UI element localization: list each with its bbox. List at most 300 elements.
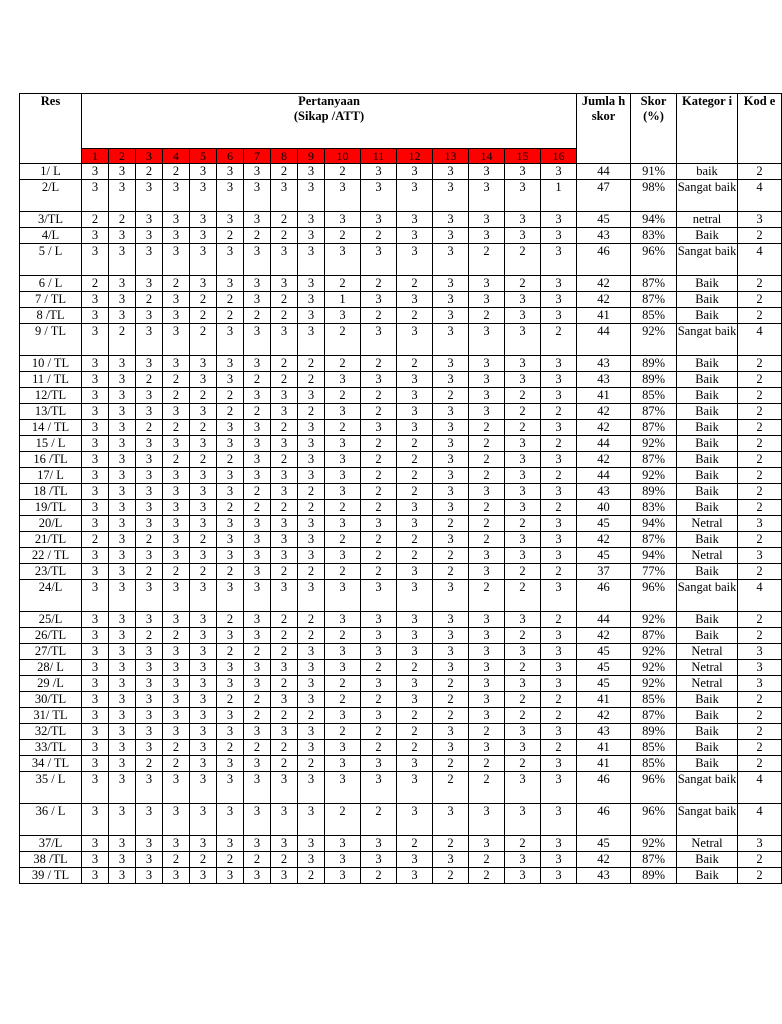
- answer-cell: 2: [271, 708, 298, 724]
- answer-cell: 3: [298, 676, 325, 692]
- answer-cell: 3: [469, 740, 505, 756]
- table-row: [20, 164, 782, 180]
- answer-cell: 3: [469, 692, 505, 708]
- answer-cell: 2: [217, 452, 244, 468]
- answer-cell: 2: [397, 468, 433, 484]
- answer-cell: 3: [109, 228, 136, 244]
- answer-cell: 2: [397, 532, 433, 548]
- answer-cell: 3: [397, 516, 433, 532]
- answer-cell: 3: [163, 644, 190, 660]
- total-score-cell: 44: [577, 324, 631, 356]
- answer-cell: 2: [163, 628, 190, 644]
- code-cell: 2: [738, 292, 782, 308]
- table-row: [20, 564, 782, 580]
- answer-cell: 3: [361, 836, 397, 852]
- answer-cell: 2: [190, 852, 217, 868]
- answer-cell: 3: [505, 676, 541, 692]
- answer-cell: 3: [433, 372, 469, 388]
- answer-cell: 2: [505, 756, 541, 772]
- answer-cell: 2: [190, 292, 217, 308]
- answer-cell: 3: [109, 500, 136, 516]
- answer-cell: 3: [244, 580, 271, 612]
- answer-cell: 3: [397, 292, 433, 308]
- answer-cell: 3: [361, 756, 397, 772]
- answer-cell: 3: [109, 868, 136, 884]
- answer-cell: 2: [469, 420, 505, 436]
- answer-cell: 2: [298, 356, 325, 372]
- answer-cell: 3: [109, 292, 136, 308]
- answer-cell: 3: [325, 772, 361, 804]
- answer-cell: 2: [217, 404, 244, 420]
- answer-cell: 3: [109, 676, 136, 692]
- answer-cell: 3: [163, 724, 190, 740]
- table-row: [20, 548, 782, 564]
- answer-cell: 3: [541, 164, 577, 180]
- answer-cell: 3: [244, 356, 271, 372]
- header-skor-percent: Skor (%): [631, 94, 677, 164]
- answer-cell: 2: [217, 228, 244, 244]
- answer-cell: 3: [469, 292, 505, 308]
- total-score-cell: 46: [577, 244, 631, 276]
- answer-cell: 2: [217, 292, 244, 308]
- answer-cell: 3: [244, 468, 271, 484]
- category-cell: Sangat baik: [677, 804, 738, 836]
- answer-cell: 3: [190, 228, 217, 244]
- answer-cell: 3: [469, 836, 505, 852]
- answer-cell: 2: [397, 660, 433, 676]
- table-row: [20, 404, 782, 420]
- header-pertanyaan: [82, 94, 577, 149]
- total-score-cell: 44: [577, 612, 631, 628]
- score-table: [19, 93, 782, 884]
- answer-cell: 2: [469, 772, 505, 804]
- category-cell: Baik: [677, 868, 738, 884]
- answer-cell: 3: [217, 756, 244, 772]
- answer-cell: 3: [163, 676, 190, 692]
- respondent-cell: 11 / TL: [20, 372, 82, 388]
- table-row: [20, 756, 782, 772]
- answer-cell: 3: [433, 420, 469, 436]
- code-cell: 2: [738, 372, 782, 388]
- answer-cell: 3: [136, 452, 163, 468]
- answer-cell: 3: [190, 404, 217, 420]
- answer-cell: 3: [190, 724, 217, 740]
- answer-cell: 2: [82, 276, 109, 292]
- answer-cell: 1: [541, 180, 577, 212]
- question-number-cell: 11: [361, 149, 397, 164]
- table-row: [20, 532, 782, 548]
- answer-cell: 2: [325, 804, 361, 836]
- answer-cell: 2: [190, 452, 217, 468]
- answer-cell: 2: [271, 292, 298, 308]
- total-score-cell: 45: [577, 212, 631, 228]
- answer-cell: 3: [217, 676, 244, 692]
- answer-cell: 3: [325, 308, 361, 324]
- question-number-cell: 3: [136, 149, 163, 164]
- answer-cell: 2: [190, 564, 217, 580]
- answer-cell: 3: [433, 436, 469, 452]
- answer-cell: 3: [244, 388, 271, 404]
- total-score-cell: 45: [577, 548, 631, 564]
- answer-cell: 3: [361, 212, 397, 228]
- category-cell: Baik: [677, 740, 738, 756]
- answer-cell: 3: [217, 868, 244, 884]
- answer-cell: 3: [271, 532, 298, 548]
- answer-cell: 1: [325, 292, 361, 308]
- code-cell: 4: [738, 580, 782, 612]
- answer-cell: 3: [82, 580, 109, 612]
- answer-cell: 2: [271, 308, 298, 324]
- answer-cell: 3: [505, 164, 541, 180]
- answer-cell: 2: [325, 532, 361, 548]
- total-score-cell: 43: [577, 868, 631, 884]
- answer-cell: 2: [217, 388, 244, 404]
- answer-cell: 3: [244, 516, 271, 532]
- total-score-cell: 40: [577, 500, 631, 516]
- answer-cell: 3: [325, 660, 361, 676]
- total-score-cell: 46: [577, 804, 631, 836]
- answer-cell: 3: [217, 356, 244, 372]
- answer-cell: 3: [469, 324, 505, 356]
- answer-cell: 3: [433, 228, 469, 244]
- answer-cell: 2: [325, 500, 361, 516]
- answer-cell: 2: [361, 276, 397, 292]
- answer-cell: 3: [190, 804, 217, 836]
- answer-cell: 3: [469, 356, 505, 372]
- answer-cell: 2: [298, 372, 325, 388]
- respondent-cell: 8 /TL: [20, 308, 82, 324]
- answer-cell: 2: [298, 484, 325, 500]
- answer-cell: 3: [433, 468, 469, 484]
- answer-cell: 3: [190, 612, 217, 628]
- answer-cell: 3: [82, 484, 109, 500]
- answer-cell: 2: [244, 372, 271, 388]
- answer-cell: 3: [397, 612, 433, 628]
- answer-cell: 2: [397, 836, 433, 852]
- answer-cell: 3: [361, 628, 397, 644]
- answer-cell: 3: [361, 292, 397, 308]
- answer-cell: 3: [469, 804, 505, 836]
- answer-cell: 2: [271, 644, 298, 660]
- answer-cell: 3: [82, 772, 109, 804]
- respondent-cell: 37/L: [20, 836, 82, 852]
- answer-cell: 3: [244, 276, 271, 292]
- answer-cell: 3: [163, 356, 190, 372]
- code-cell: 2: [738, 740, 782, 756]
- answer-cell: 2: [397, 548, 433, 564]
- question-number-cell: 13: [433, 149, 469, 164]
- category-cell: Baik: [677, 724, 738, 740]
- answer-cell: 3: [541, 644, 577, 660]
- respondent-cell: 38 /TL: [20, 852, 82, 868]
- answer-cell: 2: [469, 580, 505, 612]
- answer-cell: 3: [82, 292, 109, 308]
- percent-score-cell: 98%: [631, 180, 677, 212]
- category-cell: Baik: [677, 372, 738, 388]
- answer-cell: 2: [163, 388, 190, 404]
- answer-cell: 3: [433, 580, 469, 612]
- answer-cell: 3: [82, 740, 109, 756]
- total-score-cell: 45: [577, 660, 631, 676]
- answer-cell: 3: [298, 228, 325, 244]
- answer-cell: 2: [271, 164, 298, 180]
- answer-cell: 3: [505, 180, 541, 212]
- respondent-cell: 30/TL: [20, 692, 82, 708]
- answer-cell: 3: [109, 804, 136, 836]
- answer-cell: 3: [469, 564, 505, 580]
- answer-cell: 3: [109, 180, 136, 212]
- answer-cell: 3: [271, 868, 298, 884]
- answer-cell: 2: [397, 740, 433, 756]
- respondent-cell: 39 / TL: [20, 868, 82, 884]
- answer-cell: 3: [361, 516, 397, 532]
- answer-cell: 2: [541, 324, 577, 356]
- answer-cell: 3: [271, 724, 298, 740]
- answer-cell: 3: [190, 468, 217, 484]
- answer-cell: 3: [136, 580, 163, 612]
- answer-cell: 3: [109, 468, 136, 484]
- answer-cell: 3: [109, 660, 136, 676]
- code-cell: 4: [738, 772, 782, 804]
- percent-score-cell: 87%: [631, 708, 677, 724]
- answer-cell: 2: [361, 404, 397, 420]
- answer-cell: 3: [136, 804, 163, 836]
- table-row: [20, 516, 782, 532]
- answer-cell: 3: [325, 852, 361, 868]
- code-cell: 2: [738, 436, 782, 452]
- answer-cell: 2: [244, 708, 271, 724]
- answer-cell: 2: [361, 484, 397, 500]
- answer-cell: 2: [217, 692, 244, 708]
- category-cell: Baik: [677, 404, 738, 420]
- answer-cell: 3: [541, 452, 577, 468]
- total-score-cell: 45: [577, 516, 631, 532]
- total-score-cell: 42: [577, 292, 631, 308]
- answer-cell: 3: [217, 580, 244, 612]
- answer-cell: 3: [325, 836, 361, 852]
- answer-cell: 3: [109, 772, 136, 804]
- answer-cell: 2: [271, 756, 298, 772]
- answer-cell: 2: [505, 628, 541, 644]
- question-number-cell: 5: [190, 149, 217, 164]
- category-cell: Baik: [677, 484, 738, 500]
- answer-cell: 3: [397, 868, 433, 884]
- category-cell: Baik: [677, 436, 738, 452]
- table-row: [20, 692, 782, 708]
- answer-cell: 3: [469, 484, 505, 500]
- percent-score-cell: 91%: [631, 164, 677, 180]
- answer-cell: 3: [271, 436, 298, 452]
- code-cell: 3: [738, 836, 782, 852]
- answer-cell: 2: [325, 628, 361, 644]
- answer-cell: 2: [505, 660, 541, 676]
- answer-cell: 3: [217, 180, 244, 212]
- total-score-cell: 42: [577, 708, 631, 724]
- header-row: [20, 94, 782, 149]
- total-score-cell: 41: [577, 740, 631, 756]
- percent-score-cell: 92%: [631, 612, 677, 628]
- answer-cell: 3: [541, 292, 577, 308]
- percent-score-cell: 94%: [631, 212, 677, 228]
- answer-cell: 2: [271, 500, 298, 516]
- category-cell: Netral: [677, 660, 738, 676]
- answer-cell: 3: [505, 484, 541, 500]
- answer-cell: 3: [298, 772, 325, 804]
- answer-cell: 3: [109, 836, 136, 852]
- answer-cell: 3: [271, 276, 298, 292]
- answer-cell: 3: [217, 772, 244, 804]
- answer-cell: 3: [190, 708, 217, 724]
- answer-cell: 3: [82, 324, 109, 356]
- answer-cell: 3: [505, 292, 541, 308]
- respondent-cell: 9 / TL: [20, 324, 82, 356]
- answer-cell: 3: [361, 612, 397, 628]
- answer-cell: 2: [325, 164, 361, 180]
- answer-cell: 3: [433, 724, 469, 740]
- table-row: [20, 644, 782, 660]
- answer-cell: 3: [469, 372, 505, 388]
- answer-cell: 2: [361, 724, 397, 740]
- answer-cell: 3: [271, 404, 298, 420]
- answer-cell: 2: [325, 276, 361, 292]
- answer-cell: 3: [298, 692, 325, 708]
- answer-cell: 3: [541, 308, 577, 324]
- answer-cell: 3: [163, 612, 190, 628]
- answer-cell: 2: [433, 564, 469, 580]
- answer-cell: 3: [136, 324, 163, 356]
- respondent-cell: 23/TL: [20, 564, 82, 580]
- answer-cell: 3: [505, 228, 541, 244]
- answer-cell: 2: [298, 708, 325, 724]
- answer-cell: 3: [190, 164, 217, 180]
- answer-cell: 2: [433, 388, 469, 404]
- answer-cell: 3: [469, 228, 505, 244]
- answer-cell: 3: [109, 548, 136, 564]
- answer-cell: 3: [298, 180, 325, 212]
- answer-cell: 2: [271, 372, 298, 388]
- answer-cell: 3: [217, 548, 244, 564]
- percent-score-cell: 92%: [631, 324, 677, 356]
- category-cell: Baik: [677, 292, 738, 308]
- answer-cell: 2: [244, 500, 271, 516]
- answer-cell: 3: [82, 228, 109, 244]
- percent-score-cell: 96%: [631, 772, 677, 804]
- answer-cell: 3: [361, 644, 397, 660]
- percent-score-cell: 77%: [631, 564, 677, 580]
- respondent-cell: 13/TL: [20, 404, 82, 420]
- category-cell: Baik: [677, 420, 738, 436]
- answer-cell: 2: [109, 324, 136, 356]
- answer-cell: 2: [136, 564, 163, 580]
- category-cell: Baik: [677, 852, 738, 868]
- answer-cell: 2: [190, 532, 217, 548]
- answer-cell: 3: [109, 756, 136, 772]
- answer-cell: 3: [109, 724, 136, 740]
- answer-cell: 2: [298, 500, 325, 516]
- answer-cell: 3: [163, 292, 190, 308]
- respondent-cell: 26/TL: [20, 628, 82, 644]
- answer-cell: 3: [217, 420, 244, 436]
- answer-cell: 3: [541, 516, 577, 532]
- code-cell: 4: [738, 244, 782, 276]
- answer-cell: 3: [136, 836, 163, 852]
- answer-cell: 3: [82, 436, 109, 452]
- total-score-cell: 43: [577, 724, 631, 740]
- answer-cell: 3: [190, 644, 217, 660]
- answer-cell: 3: [541, 836, 577, 852]
- answer-cell: 3: [163, 772, 190, 804]
- answer-cell: 3: [361, 580, 397, 612]
- table-row: [20, 740, 782, 756]
- answer-cell: 3: [541, 212, 577, 228]
- question-number-cell: 8: [271, 149, 298, 164]
- answer-cell: 3: [271, 244, 298, 276]
- category-cell: Sangat baik: [677, 180, 738, 212]
- answer-cell: 2: [217, 500, 244, 516]
- answer-cell: 2: [361, 532, 397, 548]
- answer-cell: 2: [136, 372, 163, 388]
- answer-cell: 2: [469, 724, 505, 740]
- answer-cell: 2: [361, 308, 397, 324]
- answer-cell: 3: [163, 868, 190, 884]
- answer-cell: 3: [217, 324, 244, 356]
- table-row: [20, 852, 782, 868]
- answer-cell: 3: [244, 180, 271, 212]
- question-number-cell: 6: [217, 149, 244, 164]
- answer-cell: 2: [433, 836, 469, 852]
- answer-cell: 3: [397, 180, 433, 212]
- code-cell: 4: [738, 324, 782, 356]
- table-row: [20, 676, 782, 692]
- answer-cell: 3: [397, 692, 433, 708]
- code-cell: 3: [738, 516, 782, 532]
- question-number-cell: 12: [397, 149, 433, 164]
- respondent-cell: 27/TL: [20, 644, 82, 660]
- answer-cell: 2: [217, 612, 244, 628]
- answer-cell: 3: [505, 356, 541, 372]
- answer-cell: 2: [136, 628, 163, 644]
- respondent-cell: 14 / TL: [20, 420, 82, 436]
- answer-cell: 2: [469, 532, 505, 548]
- answer-cell: 2: [361, 804, 397, 836]
- answer-cell: 3: [109, 708, 136, 724]
- answer-cell: 3: [397, 500, 433, 516]
- answer-cell: 2: [505, 708, 541, 724]
- answer-cell: 3: [433, 628, 469, 644]
- answer-cell: 2: [325, 692, 361, 708]
- answer-cell: 3: [325, 436, 361, 452]
- answer-cell: 3: [298, 740, 325, 756]
- answer-cell: 3: [361, 244, 397, 276]
- answer-cell: 2: [244, 404, 271, 420]
- answer-cell: 3: [298, 468, 325, 484]
- answer-cell: 3: [217, 628, 244, 644]
- answer-cell: 2: [271, 740, 298, 756]
- code-cell: 2: [738, 228, 782, 244]
- answer-cell: 3: [325, 644, 361, 660]
- respondent-cell: 5 / L: [20, 244, 82, 276]
- answer-cell: 3: [217, 660, 244, 676]
- answer-cell: 2: [271, 628, 298, 644]
- answer-cell: 2: [163, 276, 190, 292]
- answer-cell: 3: [469, 628, 505, 644]
- answer-cell: 3: [217, 276, 244, 292]
- answer-cell: 3: [541, 804, 577, 836]
- answer-cell: 3: [217, 804, 244, 836]
- answer-cell: 3: [505, 452, 541, 468]
- answer-cell: 3: [109, 276, 136, 292]
- answer-cell: 3: [217, 516, 244, 532]
